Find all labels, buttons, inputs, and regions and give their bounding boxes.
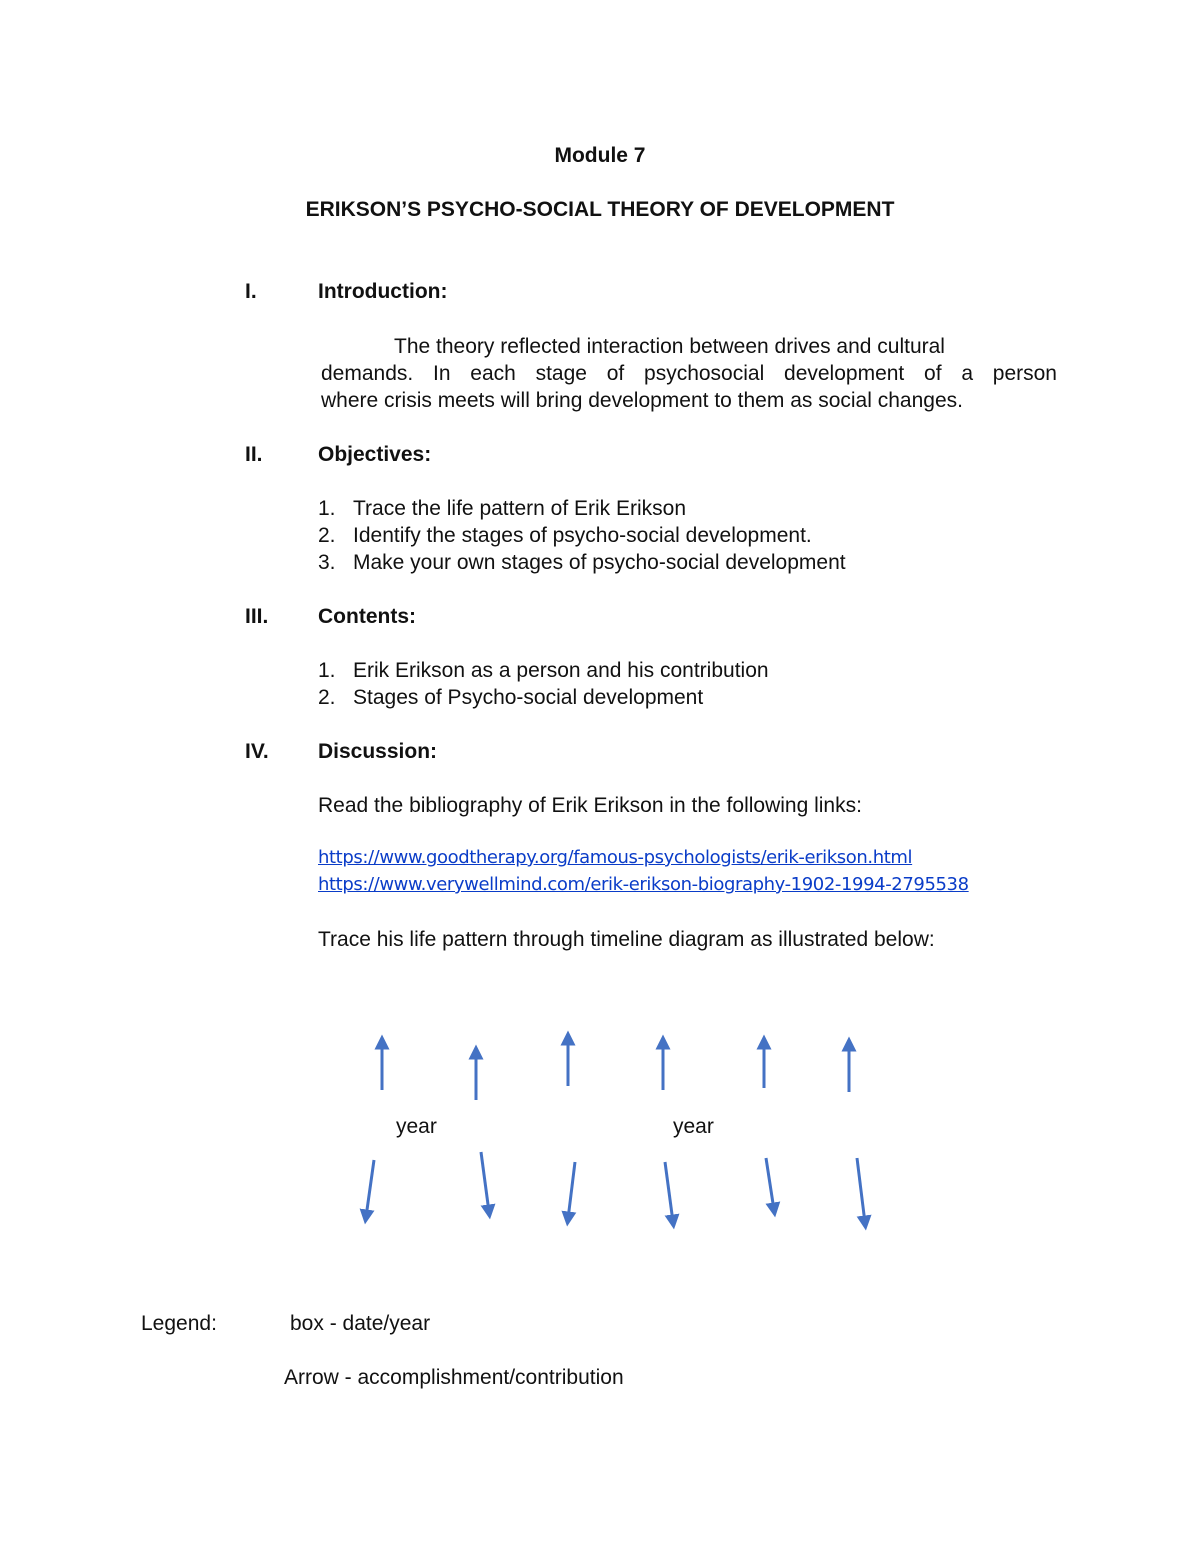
down-arrow	[857, 1158, 865, 1223]
list-number: 1.	[318, 659, 336, 682]
read-instruction: Read the bibliography of Erik Erikson in the following links:	[318, 794, 862, 817]
down-arrow	[665, 1162, 673, 1222]
list-text: Identify the stages of psycho-social development.	[353, 524, 812, 547]
down-arrow	[481, 1152, 489, 1212]
list-number: 3.	[318, 551, 336, 574]
list-number: 1.	[318, 497, 336, 520]
document-title: ERIKSON’S PSYCHO-SOCIAL THEORY OF DEVELOPMENT	[305, 198, 895, 221]
year-label: year	[673, 1115, 714, 1138]
list-text: Erik Erikson as a person and his contribution	[353, 659, 769, 682]
introduction-line: demands. In each stage of psychosocial development of a person	[321, 362, 1057, 385]
down-arrow	[366, 1160, 374, 1217]
legend-label: Legend:	[141, 1312, 217, 1335]
down-arrow	[766, 1158, 774, 1210]
discussion-numeral: IV.	[245, 740, 269, 763]
verywellmind-link[interactable]: https://www.verywellmind.com/erik-erikson-biography-1902-1994-2795538	[318, 874, 969, 895]
list-text: Trace the life pattern of Erik Erikson	[353, 497, 687, 520]
legend-arrow-entry: Arrow - accomplishment/contribution	[284, 1366, 624, 1389]
list-number: 2.	[318, 524, 336, 547]
list-text: Make your own stages of psycho-social development	[353, 551, 846, 574]
trace-instruction: Trace his life pattern through timeline diagram as illustrated below:	[318, 928, 935, 951]
contents-heading: Contents:	[318, 605, 416, 628]
introduction-heading: Introduction:	[318, 280, 448, 303]
objectives-heading: Objectives:	[318, 443, 432, 466]
contents-numeral: III.	[245, 605, 269, 628]
down-arrow	[568, 1162, 575, 1219]
discussion-heading: Discussion:	[318, 740, 438, 763]
introduction-line: The theory reflected interaction between drives and cultural	[394, 335, 945, 358]
year-label: year	[396, 1115, 437, 1138]
introduction-line: where crisis meets will bring development to them as social changes.	[321, 389, 963, 412]
module-title: Module 7	[554, 144, 646, 167]
list-text: Stages of Psycho-social development	[353, 686, 704, 709]
objectives-numeral: II.	[245, 443, 263, 466]
list-number: 2.	[318, 686, 336, 709]
goodtherapy-link[interactable]: https://www.goodtherapy.org/famous-psychologists/erik-erikson.html	[318, 847, 913, 868]
introduction-numeral: I.	[245, 280, 257, 303]
legend-box-entry: box - date/year	[290, 1312, 431, 1335]
